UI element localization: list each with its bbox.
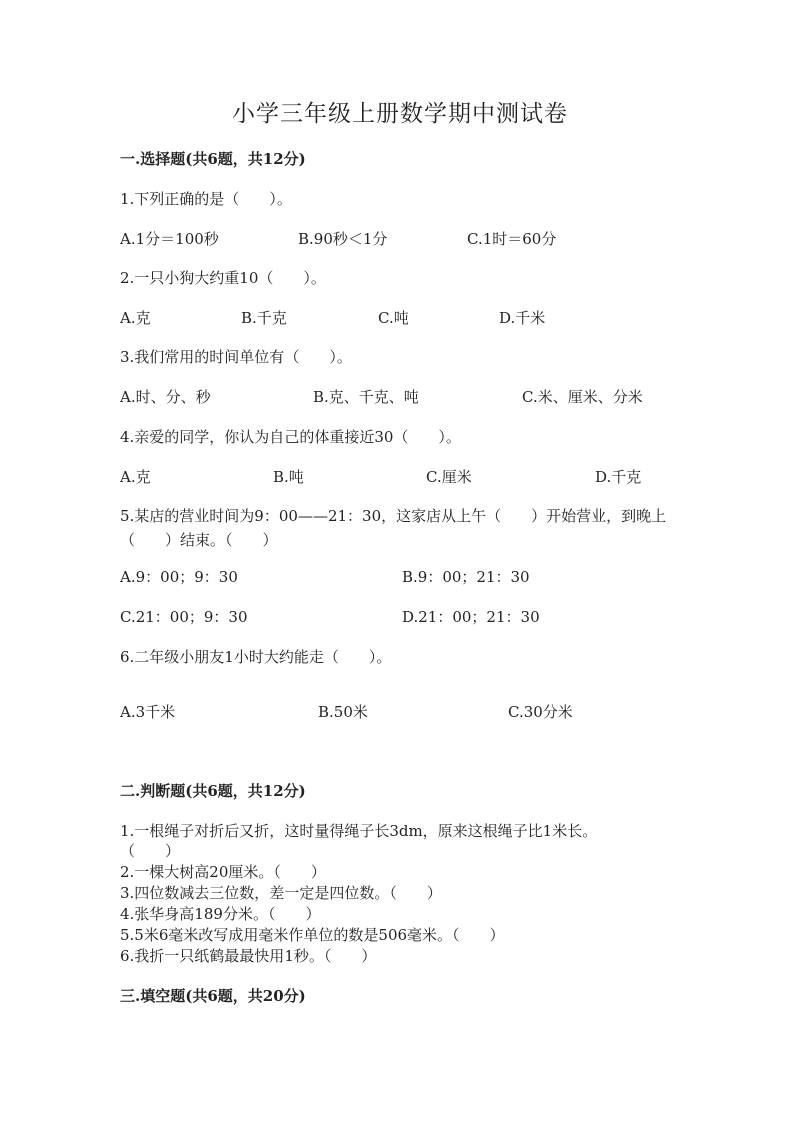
question-3-option-b: B.克、千克、吨	[313, 388, 419, 406]
question-3-option-c: C.米、厘米、分米	[522, 388, 643, 406]
question-6-option-c: C.30分米	[508, 703, 573, 721]
judge-item-4: 4.张华身高189分米。（ ）	[120, 905, 321, 923]
question-4: 4.亲爱的同学，你认为自己的体重接近30（ ）。	[120, 428, 461, 446]
question-5-option-b: B.9：00；21：30	[402, 568, 530, 586]
question-3: 3.我们常用的时间单位有（ ）。	[120, 348, 352, 366]
judge-item-2: 2.一棵大树高20厘米。（ ）	[120, 863, 326, 881]
judge-item-1-bracket: （ ）	[120, 842, 181, 860]
question-5: 5.某店的营业时间为9：00——21：30，这家店从上午（ ）开始营业，到晚上（ ）结束。（ ）	[120, 507, 667, 549]
judge-item-3: 3.四位数减去三位数，差一定是四位数。（ ）	[120, 884, 442, 902]
judge-item-1: 1.一根绳子对折后又折，这时量得绳子长3dm，原来这根绳子比1米长。	[120, 822, 598, 840]
question-2-option-c: C.吨	[378, 309, 409, 327]
question-6-option-a: A.3千米	[120, 703, 176, 721]
question-6-option-b: B.50米	[318, 703, 368, 721]
question-2-option-d: D.千米	[499, 309, 546, 327]
question-1: 1.下列正确的是（ ）。	[120, 190, 292, 208]
question-6: 6.二年级小朋友1小时大约能走（ ）。	[120, 648, 392, 666]
question-2-option-b: B.千克	[241, 309, 287, 327]
question-4-option-a: A.克	[120, 468, 151, 486]
question-5-option-c: C.21：00；9：30	[120, 608, 248, 626]
question-2-option-a: A.克	[120, 309, 151, 327]
judge-item-5: 5.5米6毫米改写成用毫米作单位的数是506毫米。（ ）	[120, 926, 505, 944]
judge-item-6: 6.我折一只纸鹤最最快用1秒。（ ）	[120, 947, 377, 965]
question-4-option-b: B.吨	[273, 468, 304, 486]
page-title: 小学三年级上册数学期中测试卷	[232, 101, 568, 127]
question-3-option-a: A.时、分、秒	[120, 388, 211, 406]
section-heading-judge: 二.判断题(共6题，共12分)	[120, 782, 306, 800]
question-1-option-b: B.90秒＜1分	[298, 230, 388, 248]
question-4-option-d: D.千克	[595, 468, 642, 486]
question-4-option-c: C.厘米	[426, 468, 472, 486]
section-heading-choice: 一.选择题(共6题，共12分)	[120, 150, 306, 168]
section-heading-fill: 三.填空题(共6题，共20分)	[120, 987, 306, 1005]
question-2: 2.一只小狗大约重10（ ）。	[120, 269, 326, 287]
question-5-option-a: A.9：00；9：30	[120, 568, 238, 586]
question-1-option-c: C.1时＝60分	[467, 230, 557, 248]
question-1-option-a: A.1分＝100秒	[120, 230, 219, 248]
question-5-option-d: D.21：00；21：30	[402, 608, 540, 626]
